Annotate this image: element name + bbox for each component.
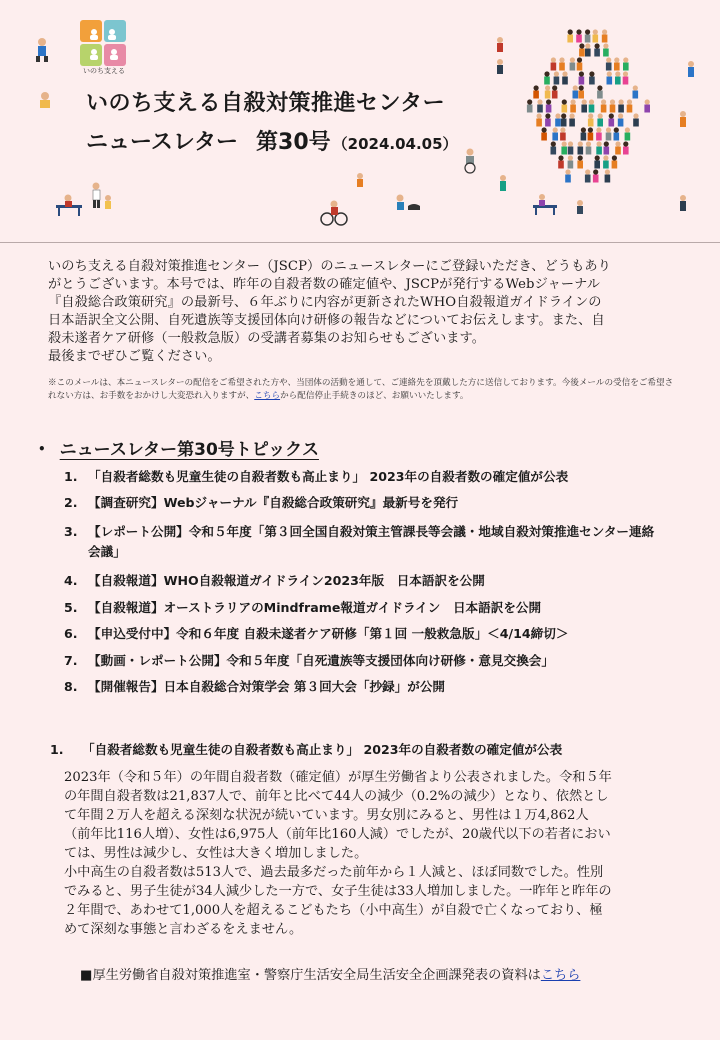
topic-item[interactable]: [64, 651, 684, 671]
topic-text: 【自殺報道】WHO自殺報道ガイドライン2023年版 日本語訳を公開: [88, 573, 485, 588]
section-heading: [50, 739, 690, 758]
topics-heading: [38, 435, 319, 460]
topic-item[interactable]: [64, 571, 684, 591]
topic-item[interactable]: [64, 467, 684, 487]
jscp-logo: [80, 20, 126, 66]
body-line: めて深刻な事態と言わざるをえません。: [64, 922, 303, 937]
section-number: 1.: [50, 742, 64, 757]
section-body: [64, 768, 704, 939]
topic-item[interactable]: [64, 522, 664, 562]
issue-number: 第30号: [256, 130, 331, 155]
newsletter-label: ニュースレター: [86, 130, 239, 155]
newsletter-issue-line: [86, 125, 458, 156]
topic-item[interactable]: [64, 598, 684, 618]
topic-text: 【申込受付中】令和６年度 自殺未遂者ケア研修「第１回 一般救急版」＜4/14締切＞: [88, 626, 569, 641]
topic-item[interactable]: [64, 624, 684, 644]
body-line: ２年間で、あわせて1,000人を超えるこどもたち（小中高生）が自殺で亡くなっており、極: [64, 903, 603, 918]
intro-line: 最後までぜひご覧ください。: [48, 349, 221, 364]
topic-item[interactable]: [64, 493, 684, 513]
intro-line: 『自殺総合政策研究』の最新号、６年ぶりに内容が更新されたWHO自殺報道ガイドラインの: [48, 295, 602, 310]
topic-number: 1.: [64, 469, 78, 484]
topic-number: 2.: [64, 495, 78, 510]
intro-line: 殺未遂者ケア研修（一般救急版）の受講者募集のお知らせもございます。: [48, 331, 486, 346]
body-line: の年間自殺者数は21,837人で、前年と比べて44人の減少（0.2%の減少）となり、依然とし: [64, 789, 609, 804]
topic-text: 【開催報告】日本自殺総合対策学会 第３回大会「抄録」が公開: [88, 679, 446, 694]
topic-text: 「自殺者総数も児童生徒の自殺者数も高止まり」 2023年の自殺者数の確定値が公表: [88, 469, 569, 484]
body-line: （前年比116人増）、女性は6,975人（前年比160人減）でしたが、20歳代以下の若者におい: [64, 827, 611, 842]
page-title: いのち支える自殺対策推進センター: [86, 91, 446, 116]
unsubscribe-link[interactable]: こちら: [254, 391, 281, 401]
topic-text: 【動画・レポート公開】令和５年度「自死遺族等支援団体向け研修・意見交換会」: [88, 653, 554, 668]
notice-text: ※このメールは、本ニュースレターの配信をご希望された方や、当団体の活動を通して、ご連絡先を頂戴した方に送信しております。今後メールの受信をご希望されない方は、お手数をおかけし大変恐れ入りますが、: [48, 378, 674, 401]
body-line: て年間２万人を超える深刻な状況が続いています。男女別にみると、男性は１万4,862人: [64, 808, 589, 823]
topic-text: 【レポート公開】令和５年度「第３回全国自殺対策主管課長等会議・地域自殺対策推進センター連絡会議」: [88, 524, 655, 559]
newsletter-header: [0, 0, 720, 243]
issue-date: （2024.04.05）: [332, 135, 458, 153]
topic-number: 3.: [64, 524, 78, 539]
body-line: ては、男性は減少し、女性は大きく増加しました。: [64, 846, 368, 861]
body-line: でみると、男子生徒が34人減少した一方で、女子生徒は33人増加しました。一昨年と昨年の: [64, 884, 612, 899]
unsubscribe-notice: [48, 377, 678, 403]
logo-caption: いのち支える: [83, 67, 125, 75]
body-line: 小中高生の自殺者数は513人で、過去最多だった前年から１人減と、ほぼ同数でした。性別: [64, 865, 604, 880]
intro-line: 日本語訳全文公開、自死遺族等支援団体向け研修の報告などについてお伝えします。また、自: [48, 313, 605, 328]
section-title: 「自殺者総数も児童生徒の自殺者数も高止まり」 2023年の自殺者数の確定値が公表: [82, 742, 563, 757]
topic-text: 【自殺報道】オーストラリアのMindframe報道ガイドライン 日本語訳を公開: [88, 600, 542, 615]
body-line: 2023年（令和５年）の年間自殺者数（確定値）が厚生労働省より公表されました。令和５年: [64, 770, 612, 785]
source-text: ■厚生労働省自殺対策推進室・警察庁生活安全局生活安全企画課発表の資料は: [80, 968, 541, 983]
topic-text: 【調査研究】Webジャーナル『自殺総合政策研究』最新号を発行: [88, 495, 459, 510]
bullet-icon: •: [38, 442, 46, 456]
intro-line: がとうございます。本号では、昨年の自殺者数の確定値や、JSCPが発行するWebジャーナル: [48, 277, 601, 292]
source-note: [80, 964, 580, 983]
topic-number: 5.: [64, 600, 78, 615]
topic-number: 8.: [64, 679, 78, 694]
topic-item[interactable]: [64, 677, 684, 697]
topic-number: 7.: [64, 653, 78, 668]
source-link[interactable]: こちら: [540, 968, 581, 983]
topic-number: 4.: [64, 573, 78, 588]
notice-text-end: から配信停止手続きのほど、お願いいたします。: [280, 391, 469, 401]
topics-heading-label: ニュースレター第30号トピックス: [59, 440, 319, 460]
intro-line: いのち支える自殺対策推進センター（JSCP）のニュースレターにご登録いただき、どうもあり: [48, 259, 611, 274]
topic-number: 6.: [64, 626, 78, 641]
intro-text: [48, 258, 674, 366]
